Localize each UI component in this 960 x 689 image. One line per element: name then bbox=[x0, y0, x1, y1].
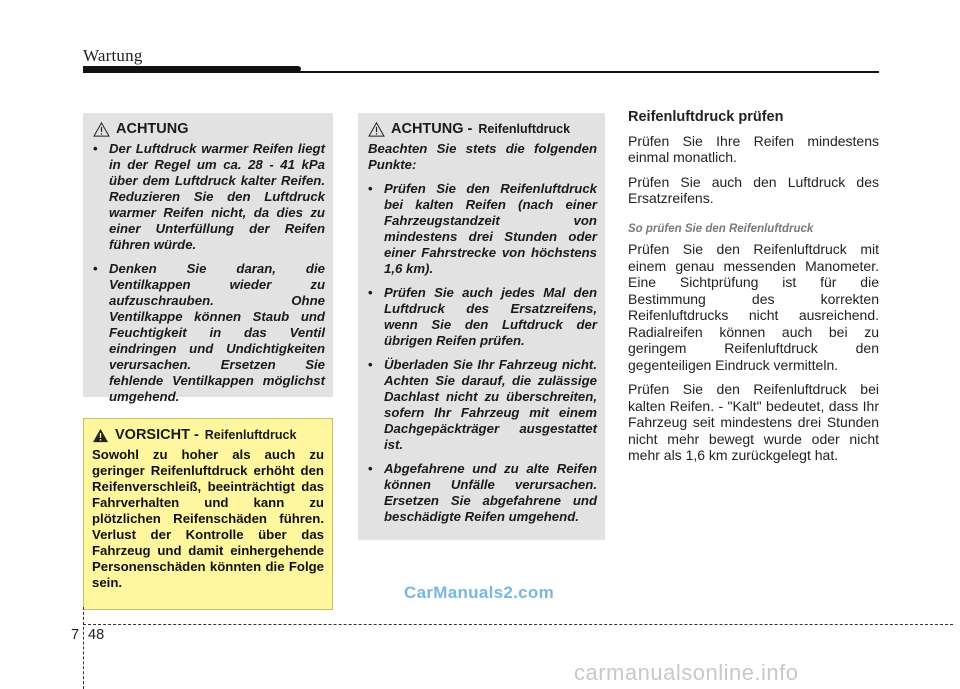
warning-outline-icon bbox=[368, 122, 385, 137]
watermark-carmanuals2: CarManuals2.com bbox=[404, 583, 554, 602]
achtung-bullet-list bbox=[93, 141, 325, 405]
vorsicht-caution-box bbox=[83, 418, 333, 610]
achtung-bullet: • Der Luftdruck warmer Reifen liegt in der Regel um ca. 28 - 41 kPa über dem Luftdruck kalter Reifen. Reduzieren Sie den Luftdruck warmer Reifen nicht, da dies zu einer Unterfüllung der Reifen führen würde. bbox=[93, 141, 325, 253]
achtung2-intro: Beachten Sie stets die folgenden Punkte: bbox=[368, 141, 597, 172]
achtung-reifenluftdruck-box bbox=[358, 113, 605, 540]
achtung-title-text: ACHTUNG bbox=[116, 121, 189, 137]
paragraph: Prüfen Sie den Reifenluftdruck bei kalten Reifen. - "Kalt" bedeutet, dass Ihr Fahrzeug seit mindestens drei Stunden nicht mehr bewegt wurde oder nicht mehr als 1,6 km zurückgelegt hat. bbox=[628, 381, 879, 463]
warning-filled-icon bbox=[92, 428, 109, 443]
paragraph: Prüfen Sie auch den Luftdruck des Ersatzreifens. bbox=[628, 173, 879, 206]
footer-dashed-rule bbox=[83, 624, 953, 625]
page-header-title: Wartung bbox=[83, 46, 143, 65]
section-heading: Reifenluftdruck prüfen bbox=[628, 109, 784, 125]
footer-dashed-divider bbox=[83, 607, 84, 689]
achtung-bullet: • Denken Sie daran, die Ventilkappen wieder zu aufzuschrauben. Ohne Ventilkappe können Staub und Feuchtigkeit in das Ventil eindringen und Undichtigkeiten verursachen. Ersetzen Sie fehlende Ventilkappen möglichst umgehend. bbox=[93, 261, 325, 405]
page-number: 48 bbox=[88, 627, 105, 643]
paragraph: Prüfen Sie den Reifenluftdruck mit einem genau messenden Manometer. Eine Sichtprüfung ist für die Bestimmung des korrekten Reifenluftdrucks nicht ausreichend. Radialreifen können auch bei zu geringem Reifenluftdruck den gegenteiligen Eindruck vermitteln. bbox=[628, 241, 879, 373]
achtung2-bullet: • Abgefahrene und zu alte Reifen können Unfälle verursachen. Ersetzen Sie abgefahrene und beschädigte Reifen umgehend. bbox=[368, 461, 597, 525]
main-text-column bbox=[628, 109, 879, 472]
achtung2-bullet: • Überladen Sie Ihr Fahrzeug nicht. Achten Sie darauf, die zulässige Dachlast nicht zu überschreiten, sofern Ihr Fahrzeug mit einem Dachgepäckträger ausgestattet ist. bbox=[368, 357, 597, 453]
achtung2-title-text: ACHTUNG - bbox=[391, 121, 473, 137]
vorsicht-title bbox=[92, 427, 324, 443]
achtung-title bbox=[93, 121, 325, 137]
subsection-heading: So prüfen Sie den Reifenluftdruck bbox=[628, 222, 814, 235]
vorsicht-body: Sowohl zu hoher als auch zu geringer Reifenluftdruck erhöht den Reifenverschleiß, beeinträchtigt das Fahrverhalten und kann zu plötzlichen Reifenschäden führen. Verlust der Kontrolle über das Fahrzeug und damit einhergehende Personenschäden könnten die Folge sein. bbox=[92, 447, 324, 590]
achtung2-subtitle: Reifenluftdruck bbox=[478, 122, 571, 136]
header-rule bbox=[83, 71, 879, 73]
vorsicht-title-text: VORSICHT - bbox=[115, 427, 199, 443]
chapter-number: 7 bbox=[71, 627, 80, 643]
achtung2-bullet: • Prüfen Sie den Reifenluftdruck bei kalten Reifen (nach einer Fahrzeugstandzeit von mindestens drei Stunden oder einer Fahrstrecke von höchstens 1,6 km). bbox=[368, 181, 597, 277]
achtung2-bullet: • Prüfen Sie auch jedes Mal den Luftdruck des Ersatzreifens, wenn Sie den Luftdruck der übrigen Reifen prüfen. bbox=[368, 285, 597, 349]
vorsicht-subtitle: Reifenluftdruck bbox=[204, 428, 297, 442]
achtung-notice-box bbox=[83, 113, 333, 404]
achtung2-bullet-list bbox=[368, 181, 597, 525]
achtung2-title bbox=[368, 121, 597, 137]
watermark-carmanualsonline: carmanualsonline.info bbox=[574, 660, 799, 685]
warning-outline-icon bbox=[93, 122, 110, 137]
paragraph: Prüfen Sie Ihre Reifen mindestens einmal monatlich. bbox=[628, 132, 879, 165]
